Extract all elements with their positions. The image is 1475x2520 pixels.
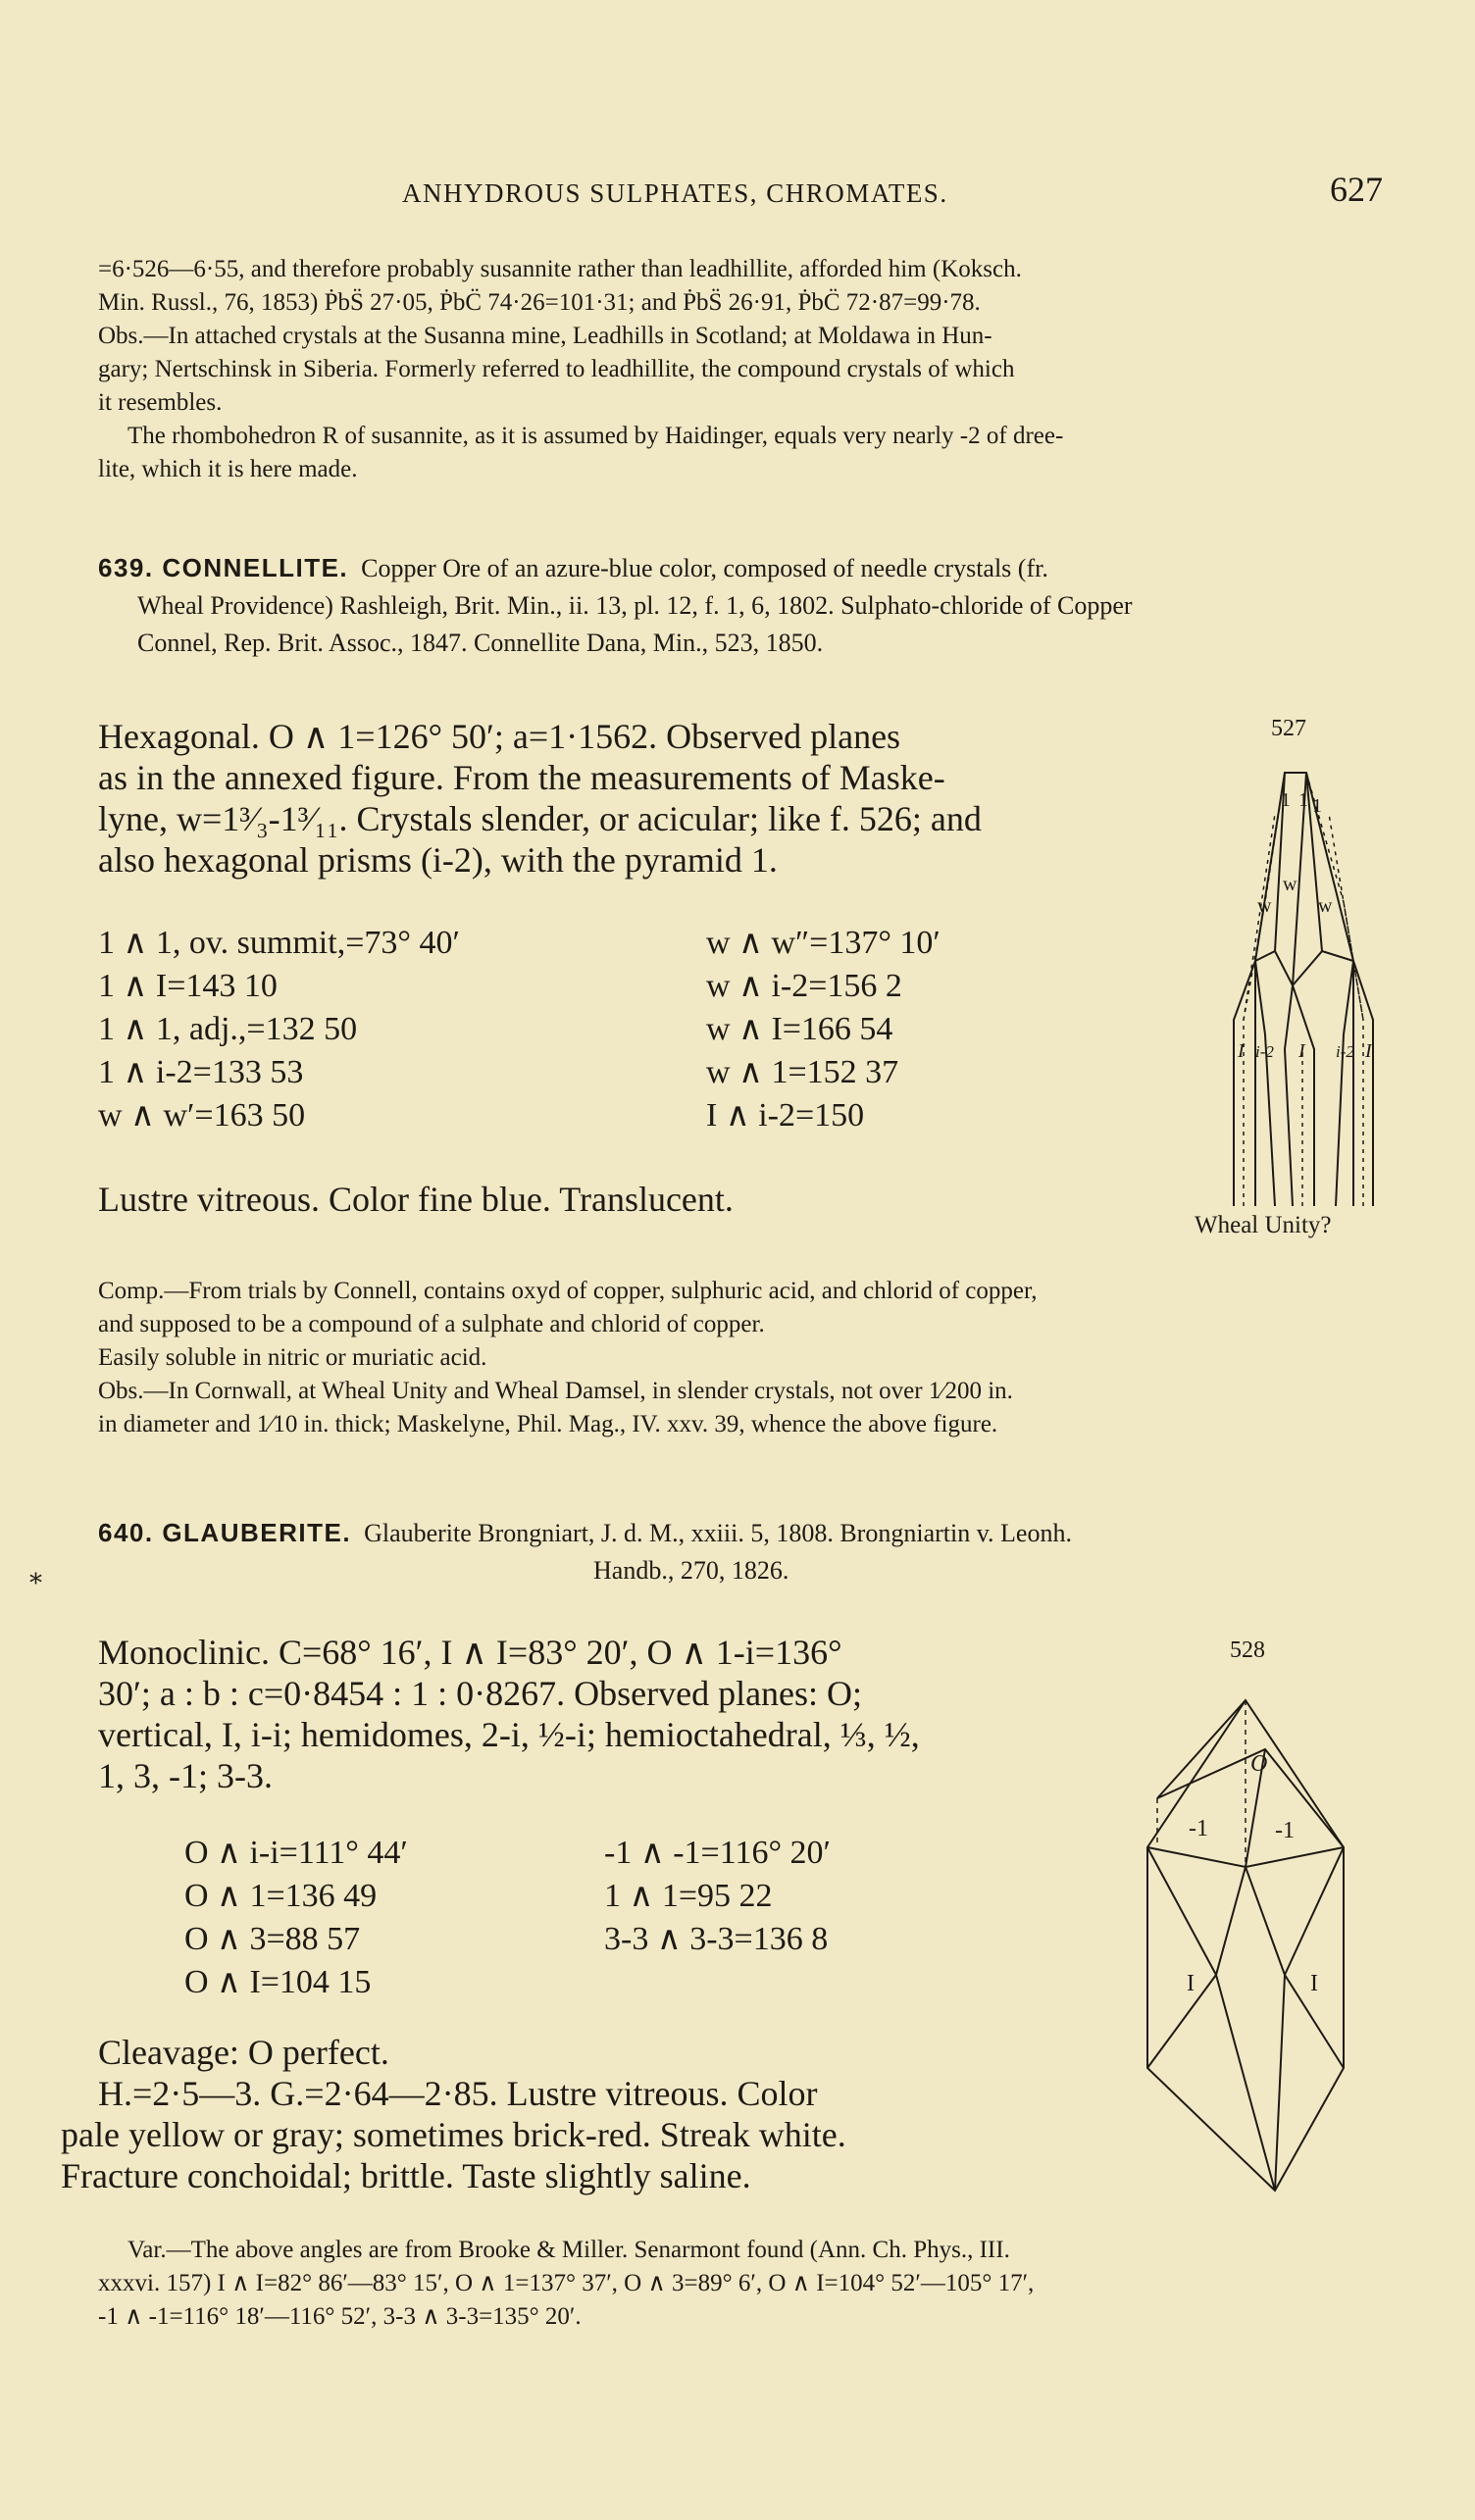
text-line: Comp.—From trials by Connell, contains oxyd of copper, sulphuric acid, and chlorid of copper, (98, 1278, 1038, 1304)
figure-528-crystal (1138, 1690, 1393, 2200)
page-number: 627 (1330, 170, 1383, 209)
text-line: 30′; a : b : c=0·8454 : 1 : 0·8267. Observed planes: O; (98, 1674, 863, 1713)
text-line: Monoclinic. C=68° 16′, I ∧ I=83° 20′, O ∧ 1-i=136° (98, 1633, 842, 1672)
text-line: as in the annexed figure. From the measurements of Maske- (98, 758, 945, 797)
glauberite-angles-left (184, 1832, 408, 2004)
figure-label: i-2 (1255, 1042, 1274, 1061)
figure-number: 528 (1230, 1638, 1265, 1663)
text-line: Connel, Rep. Brit. Assoc., 1847. Connellite Dana, Min., 523, 1850. (137, 629, 824, 657)
angle-entry: O ∧ i-i=111° 44′ (184, 1835, 408, 1871)
text-line: lite, which it is here made. (98, 456, 358, 482)
text-line: -1 ∧ -1=116° 18′—116° 52′, 3-3 ∧ 3-3=135° 20′. (98, 2303, 582, 2330)
text-line: Obs.—In attached crystals at the Susanna mine, Leadhills in Scotland; at Moldawa in Hun- (98, 323, 992, 349)
text-line: also hexagonal prisms (i-2), with the pyramid 1. (98, 840, 778, 880)
text-line: gary; Nertschinsk in Siberia. Formerly referred to leadhillite, the compound crystals of which (98, 356, 1015, 382)
figure-label: I (1310, 1971, 1318, 1996)
angle-entry: O ∧ I=104 15 (184, 1964, 372, 2000)
text-line: Glauberite Brongniart, J. d. M., xxiii. 5, 1808. Brongniartin v. Leonh. (364, 1519, 1072, 1547)
angle-entry: O ∧ 3=88 57 (184, 1921, 361, 1957)
angle-entry: w ∧ w″=137° 10′ (706, 925, 941, 961)
figure-label: O (1250, 1751, 1268, 1777)
figure-number: 527 (1271, 716, 1306, 741)
text-line: Fracture conchoidal; brittle. Taste slightly saline. (61, 2156, 751, 2195)
text-line: Cleavage: O perfect. (98, 2033, 389, 2072)
angle-entry: 1 ∧ 1=95 22 (604, 1878, 773, 1914)
figure-label: w (1283, 874, 1297, 895)
angle-entry: 1 ∧ 1, ov. summit,=73° 40′ (98, 925, 460, 961)
glauberite-description (98, 1632, 1138, 1796)
text-line: and supposed to be a compound of a sulphate and chlorid of copper. (98, 1311, 765, 1337)
figure-label: I (1298, 1040, 1305, 1062)
text-line: Min. Russl., 76, 1853) ṖbS̈ 27·05, ṖbC̈ 74·26=101·31; and ṖbS̈ 26·91, ṖbC̈ 72·87=99·78. (98, 289, 981, 316)
figure-label: 1 (1312, 795, 1322, 817)
figure-caption: Wheal Unity? (1195, 1212, 1332, 1238)
text-line: Wheal Providence) Rashleigh, Brit. Min., ii. 13, pl. 12, f. 1, 6, 1802. Sulphato-chloride of Copper (137, 591, 1133, 620)
text-line: Hexagonal. O ∧ 1=126° 50′; a=1·1562. Observed planes (98, 717, 901, 756)
section-title: 639. CONNELLITE. (98, 553, 349, 582)
text-line: lyne, w=1³⁄₃-1³⁄₁₁. Crystals slender, or acicular; like f. 526; and (98, 799, 982, 838)
glauberite-properties (61, 2032, 1140, 2196)
section-title: 640. GLAUBERITE. (98, 1518, 352, 1547)
angle-entry: 1 ∧ i-2=133 53 (98, 1054, 304, 1090)
angle-entry: I ∧ i-2=150 (706, 1097, 865, 1134)
connellite-angles-right (706, 922, 941, 1137)
text-line: Copper Ore of an azure-blue color, composed of needle crystals (fr. (361, 554, 1048, 582)
text-line: vertical, I, i-i; hemidomes, 2-i, ½-i; hemioctahedral, ⅓, ½, (98, 1715, 920, 1754)
angle-entry: w ∧ i-2=156 2 (706, 968, 902, 1004)
page-header (98, 169, 1393, 218)
figure-label: I (1238, 1040, 1245, 1062)
glauberite-angles-right (604, 1832, 831, 1961)
angle-entry: O ∧ 1=136 49 (184, 1878, 378, 1914)
figure-label: -1 (1189, 1816, 1208, 1841)
angle-entry: 1 ∧ I=143 10 (98, 968, 278, 1004)
angle-entry: 3-3 ∧ 3-3=136 8 (604, 1921, 829, 1957)
connellite-angles-left (98, 922, 460, 1137)
text-line: The rhombohedron R of susannite, as it is assumed by Haidinger, equals very nearly -2 of dree- (127, 423, 1064, 449)
text-line: pale yellow or gray; sometimes brick-red. Streak white. (61, 2115, 846, 2154)
text-line: it resembles. (98, 389, 223, 416)
text-line: Easily soluble in nitric or muriatic acid. (98, 1344, 487, 1371)
text-line: in diameter and 1⁄10 in. thick; Maskelyne, Phil. Mag., IV. xxv. 39, whence the above figure. (98, 1411, 998, 1437)
running-head: ANHYDROUS SULPHATES, CHROMATES. (402, 178, 948, 208)
connellite-heading-block (98, 549, 1402, 662)
text-line: Handb., 270, 1826. (593, 1556, 789, 1585)
glauberite-heading-block (98, 1514, 1402, 1589)
angle-entry: w ∧ w′=163 50 (98, 1097, 306, 1134)
figure-label: i-2 (1336, 1042, 1354, 1061)
figure-label: w (1318, 895, 1333, 917)
connellite-description (98, 716, 1167, 881)
figure-label: -1 (1275, 1818, 1295, 1843)
text-line: H.=2·5—3. G.=2·64—2·85. Lustre vitreous. Color (98, 2074, 818, 2113)
text-line: =6·526—6·55, and therefore probably susannite rather than leadhillite, afforded him (Koksch. (98, 256, 1022, 282)
glauberite-var-notes (98, 2234, 1393, 2334)
angle-entry: -1 ∧ -1=116° 20′ (604, 1835, 831, 1871)
text-line: Obs.—In Cornwall, at Wheal Unity and Wheal Damsel, in slender crystals, not over 1⁄200 in. (98, 1378, 1013, 1404)
text-line: 1, 3, -1; 3-3. (98, 1756, 273, 1795)
connellite-lustre (98, 1179, 734, 1220)
figure-label: w (1257, 895, 1272, 917)
connellite-notes (98, 1275, 1393, 1441)
figure-label: 1 (1281, 789, 1291, 811)
figure-527-crystal (1216, 755, 1393, 1216)
angle-entry: 1 ∧ 1, adj.,=132 50 (98, 1011, 358, 1047)
text-line: Lustre vitreous. Color fine blue. Translucent. (98, 1180, 734, 1219)
margin-mark: * (29, 1569, 42, 1598)
angle-entry: w ∧ 1=152 37 (706, 1054, 899, 1090)
intro-paragraph (98, 253, 1393, 486)
angle-entry: w ∧ I=166 54 (706, 1011, 893, 1047)
figure-label: I (1365, 1040, 1372, 1062)
figure-label: 1 (1298, 789, 1308, 811)
text-line: Var.—The above angles are from Brooke & Miller. Senarmont found (Ann. Ch. Phys., III. (127, 2237, 1010, 2263)
figure-label: I (1187, 1971, 1195, 1996)
text-line: xxxvi. 157) I ∧ I=82° 86′—83° 15′, O ∧ 1=137° 37′, O ∧ 3=89° 6′, O ∧ I=104° 52′—105° 17′, (98, 2270, 1035, 2296)
